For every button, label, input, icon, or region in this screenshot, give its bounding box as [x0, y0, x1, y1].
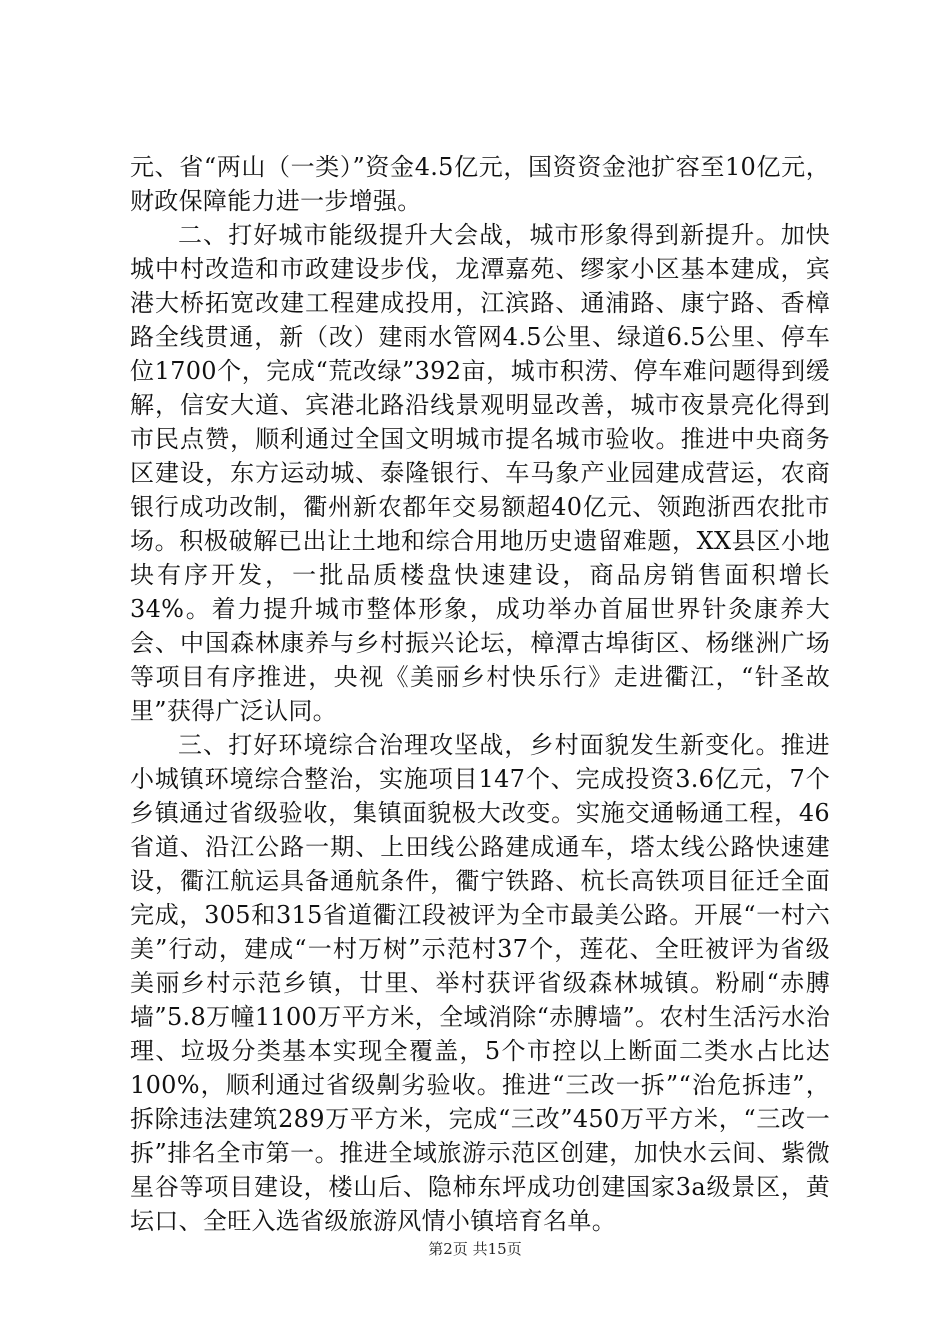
paragraph-section-two: 二、打好城市能级提升大会战，城市形象得到新提升。加快城中村改造和市政建设步伐，龙潭嘉苑、缪家小区基本建成，宾港大桥拓宽改建工程建成投用，江滨路、通浦路、康宁路、香樟路全线贯通，新（改）建雨水管网4.5公里、绿道6.5公里、停车位1700个，完成“荒改绿”392亩，城市积涝、停车难问题得到缓解，信安大道、宾港北路沿线景观明显改善，城市夜景亮化得到市民点赞，顺利通过全国文明城市提名城市验收。推进中央商务区建设，东方运动城、泰隆银行、车马象产业园建成营运，农商银行成功改制，衢州新农都年交易额超40亿元、领跑浙西农批市场。积极破解已出让土地和综合用地历史遗留难题，XX县区小地块有序开发，一批品质楼盘快速建设，商品房销售面积增长34%。着力提升城市整体形象，成功举办首届世界针灸康养大会、中国森林康养与乡村振兴论坛，樟潭古埠街区、杨继洲广场等项目有序推进，央视《美丽乡村快乐行》走进衢江，“针圣故里”获得广泛认同。 — [130, 221, 830, 725]
document-body — [130, 150, 830, 1238]
page-number: 第2页 共15页 — [428, 1240, 522, 1258]
page-footer — [0, 1238, 950, 1259]
paragraph-continuation: 元、省“两山（一类）”资金4.5亿元，国资资金池扩容至10亿元，财政保障能力进一步增强。 — [130, 153, 831, 215]
paragraph-section-three: 三、打好环境综合治理攻坚战，乡村面貌发生新变化。推进小城镇环境综合整治，实施项目147个、完成投资3.6亿元，7个乡镇通过省级验收，集镇面貌极大改变。实施交通畅通工程，46省道、沿江公路一期、上田线公路建成通车，塔太线公路快速建设，衢江航运具备通航条件，衢宁铁路、杭长高铁项目征迁全面完成，305和315省道衢江段被评为全市最美公路。开展“一村六美”行动，建成“一村万树”示范村37个，莲花、全旺被评为省级美丽乡村示范乡镇，廿里、举村获评省级森林城镇。粉刷“赤膊墙”5.8万幢1100万平方米，全域消除“赤膊墙”。农村生活污水治理、垃圾分类基本实现全覆盖，5个市控以上断面二类水占比达100%，顺利通过省级劓劣验收。推进“三改一拆”“治危拆违”，拆除违法建筑289万平方米，完成“三改”450万平方米，“三改一拆”排名全市第一。推进全域旅游示范区创建，加快水云间、紫微星谷等项目建设，楼山后、隐柿东坪成功创建国家3a级景区，黄坛口、全旺入选省级旅游风情小镇培育名单。 — [130, 731, 830, 1235]
